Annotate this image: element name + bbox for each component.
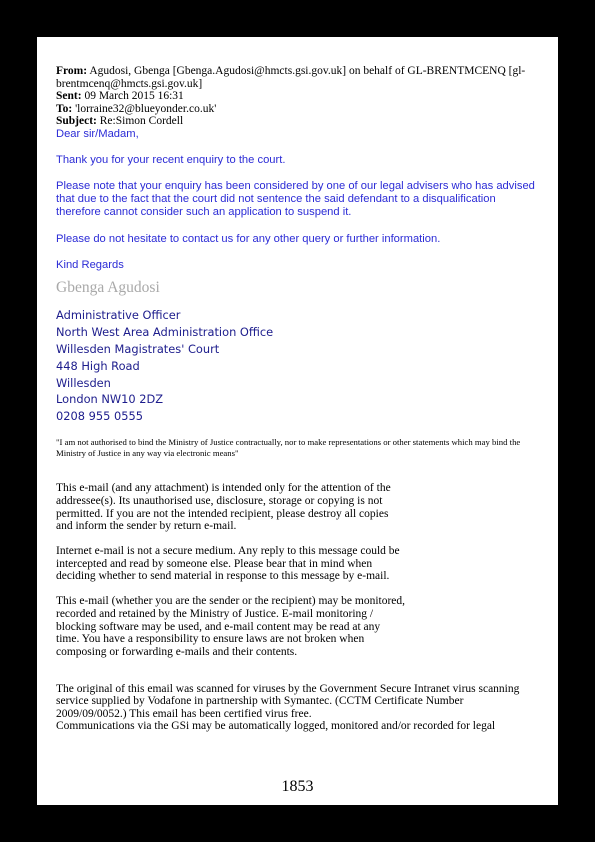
page-content — [56, 65, 536, 732]
signature-name: Gbenga Agudosi — [56, 278, 160, 296]
authority-quote: "I am not authorised to bind the Ministry of Justice contractually, nor to make representations or other statements which may bind the Ministry of Justice in any way via electronic means" — [56, 437, 521, 459]
signature-title: Administrative Officer — [56, 307, 181, 322]
greeting: Dear sir/Madam, — [56, 127, 139, 140]
disclaimer — [56, 482, 406, 658]
from-line — [56, 65, 536, 90]
page-number: 1853 — [281, 778, 314, 795]
subject-label: Subject: — [56, 115, 97, 127]
disclaimer-para-2: Internet e-mail is not a secure medium. Any reply to this message could be intercepted and read by someone else. Please bear that in mind when deciding whether to send material in response to this message by e-mail. — [56, 545, 400, 583]
to-line — [56, 103, 536, 116]
body-para-1: Thank you for your recent enquiry to the court. — [56, 153, 286, 166]
gsi-para-2: Communications via the GSi may be automatically logged, monitored and/or recorded for legal — [56, 719, 496, 732]
disclaimer-para-3: This e-mail (whether you are the sender or the recipient) may be monitored, recorded and retained by the Ministry of Justice. E-mail monitoring / blocking software may be used, and e-mail content may be read at any time. You have a responsibility to ensure laws are not broken when composing or forwarding e-mails and their contents. — [56, 595, 406, 658]
body-para-2: Please note that your enquiry has been considered by one of our legal advisers who has advised that due to the fact that the court did not sentence the said defendant to a disqualification therefore cannot consider such an application to suspend it. — [56, 179, 535, 219]
signature-street: 448 High Road — [56, 358, 140, 373]
closing: Kind Regards — [56, 258, 124, 271]
signature-office: North West Area Administration Office — [56, 324, 274, 339]
disclaimer-para-1: This e-mail (and any attachment) is intended only for the attention of the addressee(s). Its unauthorised use, disclosure, storage or copying is not permitted. If you are not the intended recipient, please destroy all copies and inform the sender by return e-mail. — [56, 482, 391, 533]
to-value: 'lorraine32@blueyonder.co.uk' — [72, 102, 217, 115]
email-body — [56, 128, 536, 272]
signature-town: Willesden — [56, 375, 111, 390]
email-header — [56, 65, 536, 128]
sent-line — [56, 90, 536, 103]
to-label: To: — [56, 102, 73, 115]
signature-postcode: London NW10 2DZ — [56, 392, 164, 407]
sent-label: Sent: — [56, 90, 82, 102]
signature-court: Willesden Magistrates' Court — [56, 341, 220, 356]
from-label: From: — [56, 65, 88, 77]
body-para-3: Please do not hesitate to contact us for any other query or further information. — [56, 232, 441, 245]
sent-value: 09 March 2015 16:31 — [81, 90, 184, 102]
from-value: Agudosi, Gbenga [Gbenga.Agudosi@hmcts.gsi.gov.uk] on behalf of GL-BRENTMCENQ [gl-brentmcenq@hmcts.gsi.gov.uk] — [56, 65, 526, 90]
gsi-notice — [56, 683, 536, 733]
signature-block — [56, 307, 536, 425]
gsi-para-1: The original of this email was scanned for viruses by the Government Secure Intranet virus scanning service supplied by Vodafone in partnership with Symantec. (CCTM Certificate Number 2009/09/0052.) This email has been certified virus free. — [56, 682, 520, 720]
subject-value: Re:Simon Cordell — [96, 115, 184, 127]
subject-line — [56, 115, 536, 128]
signature-phone: 0208 955 0555 — [56, 409, 143, 424]
document-page — [37, 37, 558, 805]
